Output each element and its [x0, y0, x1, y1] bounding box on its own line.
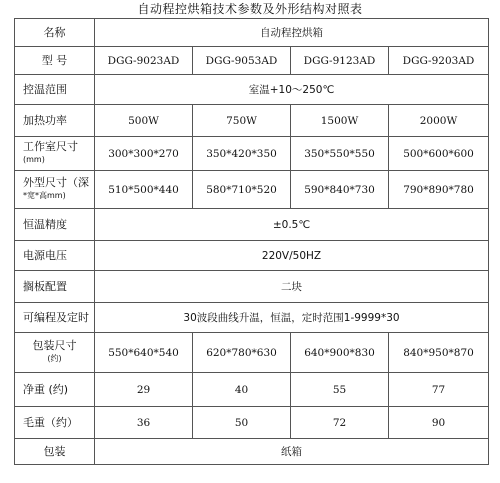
row-label-sub: *宽*高mm)	[23, 191, 66, 200]
row-label	[15, 47, 95, 75]
table-cell: DGG-9123AD	[291, 47, 389, 75]
table-cell: 40	[193, 373, 291, 407]
table-cell: 2000W	[389, 105, 489, 137]
table-cell: 640*900*830	[291, 333, 389, 373]
row-label-text: 净重 (约)	[23, 382, 69, 396]
table-cell: 580*710*520	[193, 171, 291, 209]
table-cell: 室温+10～250℃	[95, 75, 489, 105]
table-cell: 790*890*780	[389, 171, 489, 209]
table-row	[15, 373, 489, 407]
row-label-text: 工作室尺寸	[23, 140, 78, 153]
table-cell: 510*500*440	[95, 171, 193, 209]
table-cell: 550*640*540	[95, 333, 193, 373]
row-label-sub: (约)	[47, 354, 62, 363]
row-label-text: 外型尺寸（深	[23, 176, 89, 189]
row-label-text: 加热功率	[23, 113, 67, 127]
table-cell: 500W	[95, 105, 193, 137]
row-label-sub: (mm)	[23, 155, 45, 164]
table-row	[15, 75, 489, 105]
row-label	[15, 171, 95, 209]
row-label	[15, 439, 95, 465]
table-cell: 90	[389, 407, 489, 439]
table-row	[15, 407, 489, 439]
table-row	[15, 47, 489, 75]
row-label	[15, 303, 95, 333]
table-cell: 77	[389, 373, 489, 407]
table-cell: 50	[193, 407, 291, 439]
table-cell: 220V/50HZ	[95, 241, 489, 271]
row-label	[15, 75, 95, 105]
table-cell: 纸箱	[95, 439, 489, 465]
table-cell: 300*300*270	[95, 137, 193, 171]
table-cell: 72	[291, 407, 389, 439]
table-cell: 二块	[95, 271, 489, 303]
row-label-text: 控温范围	[23, 82, 67, 96]
row-label	[15, 407, 95, 439]
row-label	[15, 241, 95, 271]
row-label-text: 恒温精度	[23, 217, 67, 231]
row-label-text: 搁板配置	[23, 279, 67, 293]
table-cell: 840*950*870	[389, 333, 489, 373]
table-cell: ±0.5℃	[95, 209, 489, 241]
table-row	[15, 271, 489, 303]
row-label-text: 包装尺寸	[32, 339, 77, 352]
table-cell: DGG-9053AD	[193, 47, 291, 75]
table-cell: 750W	[193, 105, 291, 137]
row-label-text: 毛重（约）	[23, 415, 78, 429]
row-label	[15, 271, 95, 303]
table-row	[15, 303, 489, 333]
table-cell: 30波段曲线升温，恒温，定时范围1-9999*30	[95, 303, 489, 333]
table-cell: 590*840*730	[291, 171, 389, 209]
table-row	[15, 209, 489, 241]
table-row	[15, 171, 489, 209]
row-label-text: 电源电压	[23, 248, 67, 262]
row-label-text: 型 号	[41, 53, 68, 67]
row-label-text: 名称	[43, 25, 66, 39]
table-cell: 29	[95, 373, 193, 407]
table-cell: 350*420*350	[193, 137, 291, 171]
table-cell: DGG-9203AD	[389, 47, 489, 75]
table-row	[15, 19, 489, 47]
table-row	[15, 137, 489, 171]
table-cell: 自动程控烘箱	[95, 19, 489, 47]
table-cell: 500*600*600	[389, 137, 489, 171]
table-row	[15, 241, 489, 271]
table-row	[15, 333, 489, 373]
table-row	[15, 105, 489, 137]
row-label	[15, 19, 95, 47]
row-label	[15, 333, 95, 373]
table-cell: 55	[291, 373, 389, 407]
table-cell: 350*550*550	[291, 137, 389, 171]
table-cell: DGG-9023AD	[95, 47, 193, 75]
row-label	[15, 105, 95, 137]
table-cell: 36	[95, 407, 193, 439]
table-row	[15, 439, 489, 465]
spec-table	[14, 18, 489, 465]
row-label	[15, 373, 95, 407]
row-label-text: 包装	[43, 444, 66, 458]
table-cell: 1500W	[291, 105, 389, 137]
table-cell: 620*780*630	[193, 333, 291, 373]
page-title: 自动程控烘箱技术参数及外形结构对照表	[137, 2, 363, 16]
row-label	[15, 209, 95, 241]
row-label-text: 可编程及定时	[23, 310, 89, 324]
row-label	[15, 137, 95, 171]
